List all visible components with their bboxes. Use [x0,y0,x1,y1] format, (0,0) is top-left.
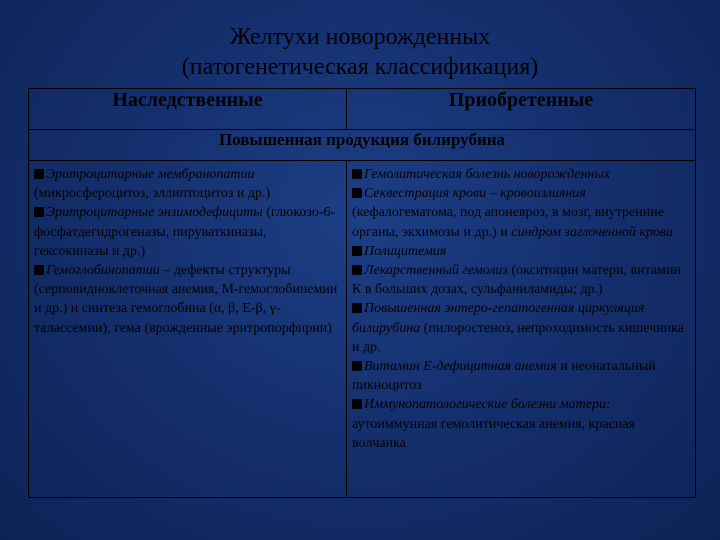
bullet-icon [352,303,362,313]
bullet-icon [352,399,362,409]
list-item [34,261,342,338]
list-item [352,184,691,242]
item-term: Эритроцитарные мембранопатии [46,167,255,182]
item-term: Гемолитическая болезнь новорожденных [364,167,611,182]
list-item [352,261,691,299]
list-item [352,299,691,357]
list-item [34,165,342,203]
hereditary-header: Наследственные [29,89,347,130]
bullet-icon [352,265,362,275]
item-term: Повышенная энтеро-гепатогенная циркуляция билирубина [352,301,645,336]
bilirubin-production-subheader: Повышенная продукция билирубина [29,130,696,161]
item-term: Секвестрация крови – кровоизлияния [364,186,586,202]
list-item [352,395,691,453]
item-text: аутоиммунная гемолитическая анемия, красная волчанка [352,416,635,451]
item-term: Лекарственный гемолиз [364,263,508,279]
item-term-2: синдром заглоченной крови [511,224,673,240]
item-term: Эритроцитарные энзимодефициты [46,205,263,221]
bullet-icon [352,169,362,179]
item-text: (кефалогематома, под апоневроз, в мозг, внутренние органы, экхимозы и др.) и [352,205,664,240]
item-text: и неонатальный пикноцитоз [352,359,656,394]
bullet-icon [34,207,44,217]
content-row [29,161,696,498]
title-line-2: (патогенетическая классификация) [181,54,539,80]
title-line-1: Желтухи новорожденных [229,24,491,50]
item-text: (микросфероцитоз, эллиптоцитоз и др.) [34,186,271,202]
list-item [34,203,342,261]
item-text: (пилоростеноз, непроходимость кишечника и др. [352,320,684,355]
item-term: Гемоглобинопатии [46,263,160,279]
item-text: (окситоцин матери, витамин К в больших дозах, сульфаниламиды; др.) [352,263,681,298]
list-item [352,165,691,184]
list-item [352,357,691,395]
list-item [352,242,691,261]
bullet-icon [34,265,44,275]
item-term: Витамин Е-дефицитная анемия [364,359,557,375]
bullet-icon [352,188,362,198]
slide-title [0,22,720,82]
item-term: Иммунопатологические болезни матери: [364,397,611,413]
bullet-icon [34,169,44,179]
item-text: (глюкозо-6-фосфатдегидрогеназы, пируваткиназы, гексокиназы и др.) [34,205,336,259]
acquired-header: Приобретенные [347,89,696,130]
classification-table [28,88,696,498]
bullet-icon [352,361,362,371]
hereditary-cell [29,161,347,498]
subheader-row [29,130,696,161]
bullet-icon [352,246,362,256]
item-term: Полицитемия [364,243,447,259]
header-row [29,89,696,130]
item-text: – дефекты структуры (серповидноклеточная анемия, М-гемоглобинемии и др.) и синтеза гемоглобина (α, β, Ε-β, γ-талассемии), гема (врожденные эритропорфирии) [34,263,338,336]
acquired-cell [347,161,696,498]
